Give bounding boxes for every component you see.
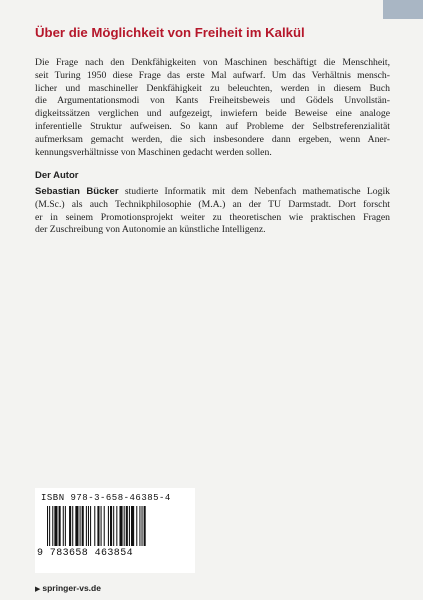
barcode-bar bbox=[65, 506, 66, 546]
barcode-bar bbox=[110, 506, 112, 546]
author-bio-line: er in seinem Promotionsprojekt weiter zu theoretischen wie praktischen Fragen bbox=[35, 211, 390, 223]
publisher-website-text: springer-vs.de bbox=[42, 583, 101, 593]
barcode-bar bbox=[129, 506, 130, 546]
description-line: Die Frage nach den Denkfähigkeiten von Maschinen beschäftigt die Menschheit, bbox=[35, 57, 390, 68]
barcode-bar bbox=[142, 506, 143, 546]
author-bio-line: der Zuschreibung von Autonomie an künstliche Intelligenz. bbox=[35, 224, 266, 236]
barcode-bar bbox=[75, 506, 78, 546]
author-bio bbox=[35, 186, 390, 237]
corner-tab bbox=[383, 0, 423, 19]
description-line: digkeitssätzen verglichen und aufgezeigt, inwiefern beide Beweise eine analoge bbox=[35, 108, 390, 120]
barcode-bar bbox=[82, 506, 84, 546]
barcode-bar bbox=[131, 506, 134, 546]
description-line: die Argumentationsmodi von Kants Freiheitsbeweis und Gödels Unvollstän- bbox=[35, 95, 390, 107]
author-bio-first-line bbox=[35, 186, 390, 199]
barcode-bar bbox=[136, 506, 137, 546]
barcode-bar bbox=[104, 506, 105, 546]
barcode-bar bbox=[47, 506, 48, 546]
author-bio-line: (M.Sc.) als auch Technikphilosophie (M.A.) an der TU Darmstadt. Dort forscht bbox=[35, 198, 390, 210]
barcode-bar bbox=[72, 506, 73, 546]
isbn-label: ISBN 978-3-658-46385-4 bbox=[41, 493, 171, 503]
barcode-bar bbox=[94, 506, 95, 546]
description-line: aufmerksam gemacht werden, die sich insbesondere dann ergeben, wenn Aner- bbox=[35, 133, 390, 145]
barcode-bar bbox=[59, 506, 61, 546]
barcode bbox=[35, 488, 195, 573]
barcode-bar bbox=[144, 506, 146, 546]
barcode-bar bbox=[108, 506, 109, 546]
description-line: inferentielle Struktur aufweisen. So kann auf Probleme der Selbstreferenzialität bbox=[35, 120, 390, 132]
barcode-bar bbox=[88, 506, 89, 546]
barcode-bar bbox=[63, 506, 64, 546]
barcode-bar bbox=[54, 506, 57, 546]
barcode-bar bbox=[124, 506, 125, 546]
book-title: Über die Möglichkeit von Freiheit im Kalkül bbox=[35, 25, 305, 40]
author-bio-line: studierte Informatik mit dem Nebenfach mathematische Logik bbox=[118, 186, 390, 197]
barcode-bars bbox=[47, 506, 187, 550]
barcode-bar bbox=[86, 506, 87, 546]
barcode-bar bbox=[116, 506, 117, 546]
publisher-website bbox=[35, 583, 101, 593]
barcode-bar bbox=[52, 506, 53, 546]
barcode-bar bbox=[69, 506, 71, 546]
description-line: licher und maschineller Denkfähigkeit zu beleuchten, werden in diesem Buch bbox=[35, 82, 390, 94]
barcode-bar bbox=[49, 506, 50, 546]
author-name: Sebastian Bücker bbox=[35, 186, 119, 197]
barcode-bar bbox=[113, 506, 114, 546]
barcode-bar bbox=[80, 506, 81, 546]
barcode-bar bbox=[97, 506, 99, 546]
description-line: kennungsverhältnisse von Maschinen gedacht werden sollen. bbox=[35, 146, 272, 158]
barcode-bar bbox=[101, 506, 102, 546]
description-line: seit Turing 1950 diese Frage das erste Mal aufwarf. Um das Verhältnis mensch- bbox=[35, 69, 390, 81]
book-description bbox=[35, 57, 390, 159]
barcode-bar bbox=[90, 506, 91, 546]
author-heading: Der Autor bbox=[35, 170, 79, 181]
barcode-bar bbox=[119, 506, 122, 546]
barcode-bar bbox=[139, 506, 140, 546]
barcode-digits: 9 783658 463854 bbox=[37, 548, 134, 559]
barcode-bar bbox=[126, 506, 128, 546]
triangle-right-icon: ▶ bbox=[35, 586, 41, 593]
